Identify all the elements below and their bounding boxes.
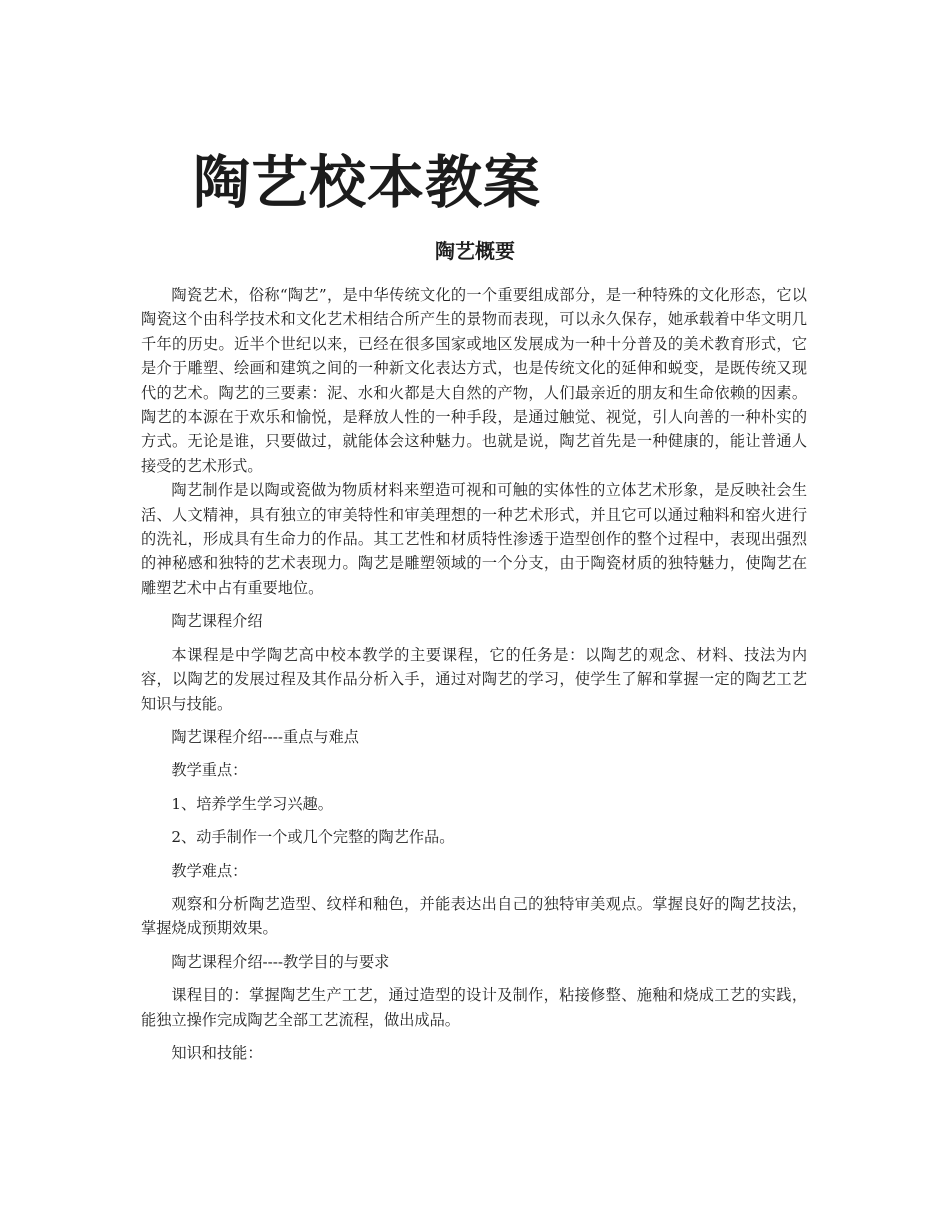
label-knowledge-skills: 知识和技能： — [171, 1043, 263, 1062]
section-heading: 陶艺概要 — [435, 239, 515, 263]
heading-key-points: 陶艺课程介绍----重点与难点 — [171, 727, 359, 746]
heading-objectives: 陶艺课程介绍----教学目的与要求 — [171, 952, 390, 971]
label-teaching-difficulty: 教学难点： — [171, 861, 248, 880]
heading-course-intro: 陶艺课程介绍 — [171, 612, 263, 631]
list-item-focus-2: 2、动手制作一个或几个完整的陶艺作品。 — [171, 828, 455, 847]
paragraph-pottery-making: 陶艺制作是以陶或瓷做为物质材料来塑造可视和可触的实体性的立体艺术形象，是反映社会生活、人文精神，具有独立的审美特性和审美理想的一种艺术形式，并且它可以通过釉料和窑火进行的洗礼，形成具有生命力的作品。其工艺性和材质特性渗透于造型创作的整个过程中，表现出强烈的神秘感和独特的艺术表现力。陶艺是雕塑领域的一个分支，由于陶瓷材质的独特魅力，使陶艺在雕塑艺术中占有重要地位。 — [141, 481, 807, 597]
paragraph-course-objective: 课程目的：掌握陶艺生产工艺，通过造型的设计及制作，粘接修整、施釉和烧成工艺的实践，能独立操作完成陶艺全部工艺流程，做出成品。 — [141, 986, 807, 1029]
paragraph-difficulty: 观察和分析陶艺造型、纹样和釉色，并能表达出自己的独特审美观点。掌握良好的陶艺技法，掌握烧成预期效果。 — [141, 894, 807, 938]
paragraph-intro: 陶瓷艺术，俗称“陶艺”，是中华传统文化的一个重要组成部分，是一种特殊的文化形态，它以陶瓷这个由科学技术和文化艺术相结合所产生的景物而表现，可以永久保存，她承载着中华文明几千年的历史。近半个世纪以来，已经在很多国家或地区发展成为一种十分普及的美术教育形式，它是介于雕塑、绘画和建筑之间的一种新文化表达方式，也是传统文化的延伸和蜕变，是既传统又现代的艺术。陶艺的三要素：泥、水和火都是大自然的产物，人们最亲近的朋友和生命依赖的因素。陶艺的本源在于欢乐和愉悦，是释放人性的一种手段，是通过触觉、视觉，引人向善的一种朴实的方式。无论是谁，只要做过，就能体会这种魅力。也就是说，陶艺首先是一种健康的，能让普通人接受的艺术形式。 — [141, 286, 807, 475]
document-body — [141, 283, 807, 1065]
label-teaching-focus: 教学重点： — [171, 761, 248, 780]
document-title: 陶艺校本教案 — [193, 150, 541, 216]
paragraph-course-description: 本课程是中学陶艺高中校本教学的主要课程，它的任务是：以陶艺的观念、材料、技法为内容，以陶艺的发展过程及其作品分析入手，通过对陶艺的学习，使学生了解和掌握一定的陶艺工艺知识与技能。 — [141, 645, 807, 713]
list-item-focus-1: 1、培养学生学习兴趣。 — [171, 794, 333, 813]
